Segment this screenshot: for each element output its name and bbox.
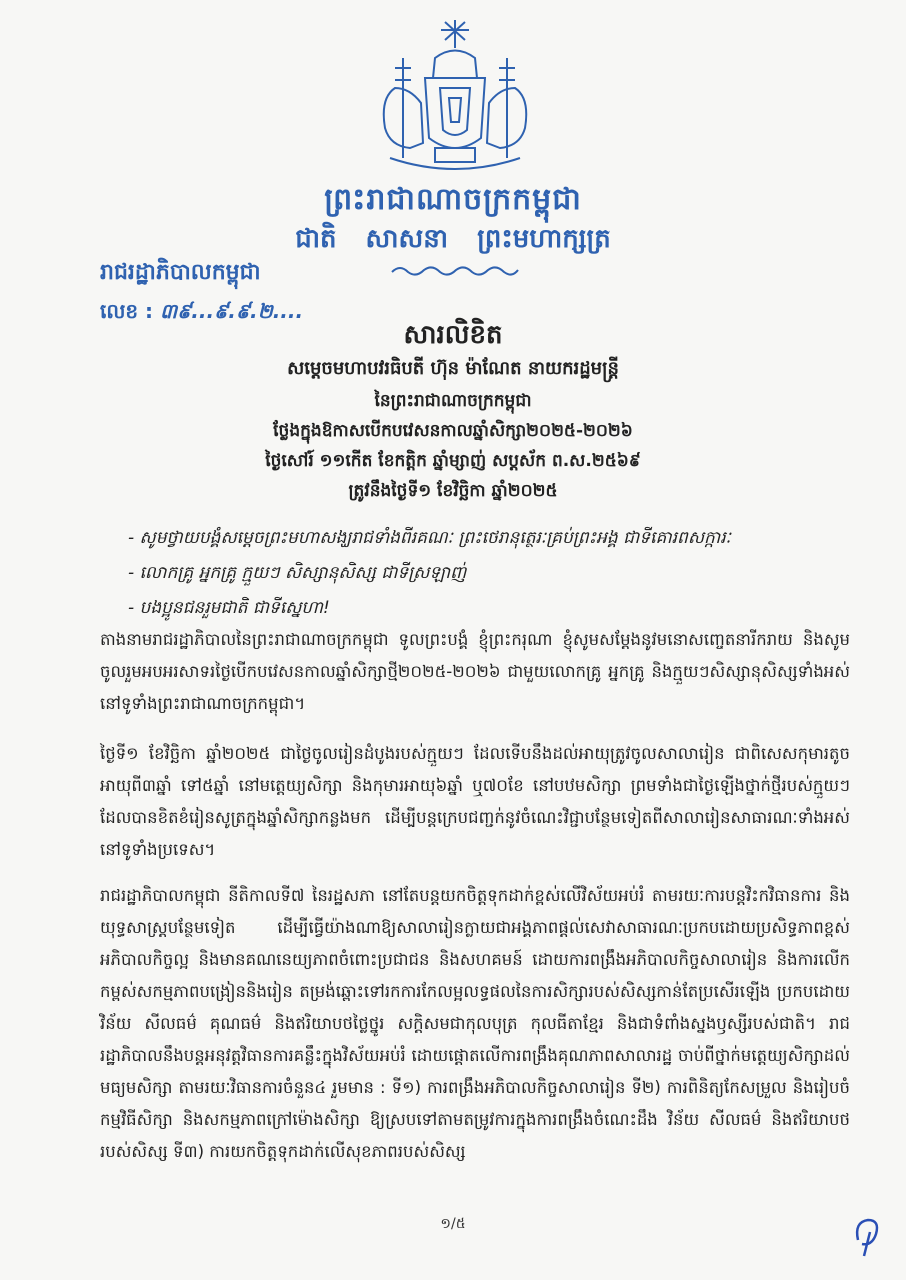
document-number-value: ៣៩...៩.៩.២....	[160, 299, 304, 323]
body-paragraph: ថ្ងៃទី១ ខែវិច្ឆិកា ឆ្នាំ២០២៥ ជាថ្ងៃចូលរៀនដំបូងរបស់ក្មួយៗ ដែលទើបនឹងដល់អាយុត្រូវចូលសាលារៀន ជាពិសេសកុមារតូចអាយុពី៣ឆ្នាំ ទៅ៥ឆ្នាំ នៅមត្តេយ្យសិក្សា និងកុមារអាយុ៦ឆ្នាំ ឬ៧០ខែ នៅបឋមសិក្សា ព្រមទាំងជាថ្ងៃឡើងថ្នាក់ថ្មីរបស់ក្មួយៗ ដែលបានខិតខំរៀនសូត្រក្នុងឆ្នាំសិក្សាកន្លងមក ដើម្បីបន្តក្រេបជញ្ជក់នូវចំណេះវិជ្ជាបន្ថែមទៀតពីសាលារៀនសាធារណៈទាំងអស់នៅទូទាំងប្រទេស។	[100, 744, 850, 859]
document-number-label: លេខ :	[100, 299, 154, 323]
title-line-4: ថ្ងៃសៅរ៍ ១១កើត ខែកត្តិក ឆ្នាំម្សាញ់ សប្តស័ក ព.ស.២៥៦៩	[265, 451, 641, 471]
decorative-ornament-icon	[390, 262, 520, 278]
royal-coat-of-arms-icon	[365, 18, 545, 178]
greeting-line: - បងប្អូនជនរួមជាតិ ជាទីស្នេហា!	[128, 598, 330, 618]
title-line-2: នៃព្រះរាជាណាចក្រកម្ពុជា	[374, 391, 532, 411]
handwritten-initial-icon	[850, 1210, 890, 1260]
title-line-3: ថ្លែងក្នុងឱកាសបើកបវេសនកាលឆ្នាំសិក្សា២០២៥-២០២៦	[273, 421, 633, 441]
title-line-5: ត្រូវនឹងថ្ងៃទី១ ខែវិច្ឆិកា ឆ្នាំ២០២៥	[348, 481, 558, 501]
page-number: ១/៥	[440, 1216, 466, 1232]
greeting-line: - សូមថ្វាយបង្គំសម្តេចព្រះមហាសង្ឃរាជទាំងពីរគណៈ ព្រះថេរានុត្ថេរៈគ្រប់ព្រះអង្គ ជាទីគោរពសក្ការៈ	[128, 528, 731, 548]
government-name: រាជរដ្ឋាភិបាលកម្ពុជា	[100, 260, 261, 285]
greeting-line: - លោកគ្រូ អ្នកគ្រូ ក្មួយៗ សិស្សានុសិស្ស ជាទីស្រឡាញ់	[128, 563, 467, 583]
title-line-1: សម្ដេចមហាបវរធិបតី ហ៊ុន ម៉ាណែត នាយករដ្ឋមន្ត្រី	[287, 358, 619, 379]
kingdom-title: ព្រះរាជាណាចក្រកម្ពុជា	[324, 182, 582, 217]
national-motto: ជាតិ សាសនា ព្រះមហាក្សត្រ	[295, 224, 611, 254]
document-heading: សារលិខិត	[403, 320, 503, 350]
body-paragraph: រាជរដ្ឋាភិបាលកម្ពុជា នីតិកាលទី៧ នៃរដ្ឋសភា នៅតែបន្តយកចិត្តទុកដាក់ខ្ពស់លើវិស័យអប់រំ តាមរយៈការបន្តវិះកវិធានការ និងយុទ្ធសាស្ត្របន្ថែមទៀត ដើម្បីធ្វើយ៉ាងណាឱ្យសាលារៀនក្លាយជាអង្គភាពផ្តល់សេវាសាធារណៈប្រកបដោយប្រសិទ្ធភាពខ្ពស់ អភិបាលកិច្ចល្អ និងមានគណនេយ្យភាពចំពោះប្រជាជន និងសហគមន៍ ដោយការពង្រឹងអភិបាលកិច្ចសាលារៀន និងការលើកកម្ពស់សកម្មភាពបង្រៀននិងរៀន តម្រង់ឆ្ពោះទៅរកការកែលម្អលទ្ធផលនៃការសិក្សារបស់សិស្សកាន់តែប្រសើរឡើង ប្រកបដោយវិន័យ សីលធម៌ គុណធម៌ និងឥរិយាបថថ្លៃថ្នូរ សក្តិសមជាកុលបុត្រ កុលធីតាខ្មែរ និងជាទំពាំងស្នងឫស្សីរបស់ជាតិ។ រាជរដ្ឋាភិបាលនឹងបន្តអនុវត្តវិធានការគន្លឹះក្នុងវិស័យអប់រំ ដោយផ្តោតលើការពង្រឹងគុណភាពសាលារដ្ឋ ចាប់ពីថ្នាក់មត្តេយ្យសិក្សាដល់មធ្យមសិក្សា តាមរយៈវិធានការចំនួន៤ រួមមាន : ទី១) ការពង្រឹងអភិបាលកិច្ចសាលារៀន ទី២) ការពិនិត្យកែសម្រួល និងរៀបចំកម្មវិធីសិក្សា និងសកម្មភាពក្រៅម៉ោងសិក្សា ឱ្យស្របទៅតាមតម្រូវការក្នុងការពង្រឹងចំណេះដឹង វិន័យ សីលធម៌ និងឥរិយាបថរបស់សិស្ស ទី៣) ការយកចិត្តទុកដាក់លើសុខភាពរបស់សិស្ស	[100, 886, 850, 1161]
body-paragraph: តាងនាមរាជរដ្ឋាភិបាលនៃព្រះរាជាណាចក្រកម្ពុជា ទូលព្រះបង្គំ ខ្ញុំព្រះករុណា ខ្ញុំសូមសម្តែងនូវមនោសញ្ចេតនារីករាយ និងសូមចូលរួមអបអរសាទរថ្ងៃបើកបវេសនកាលឆ្នាំសិក្សាថ្មី២០២៥-២០២៦ ជាមួយលោកគ្រូ អ្នកគ្រូ និងក្មួយៗសិស្សានុសិស្សទាំងអស់នៅទូទាំងព្រះរាជាណាចក្រកម្ពុជា។	[100, 630, 850, 713]
